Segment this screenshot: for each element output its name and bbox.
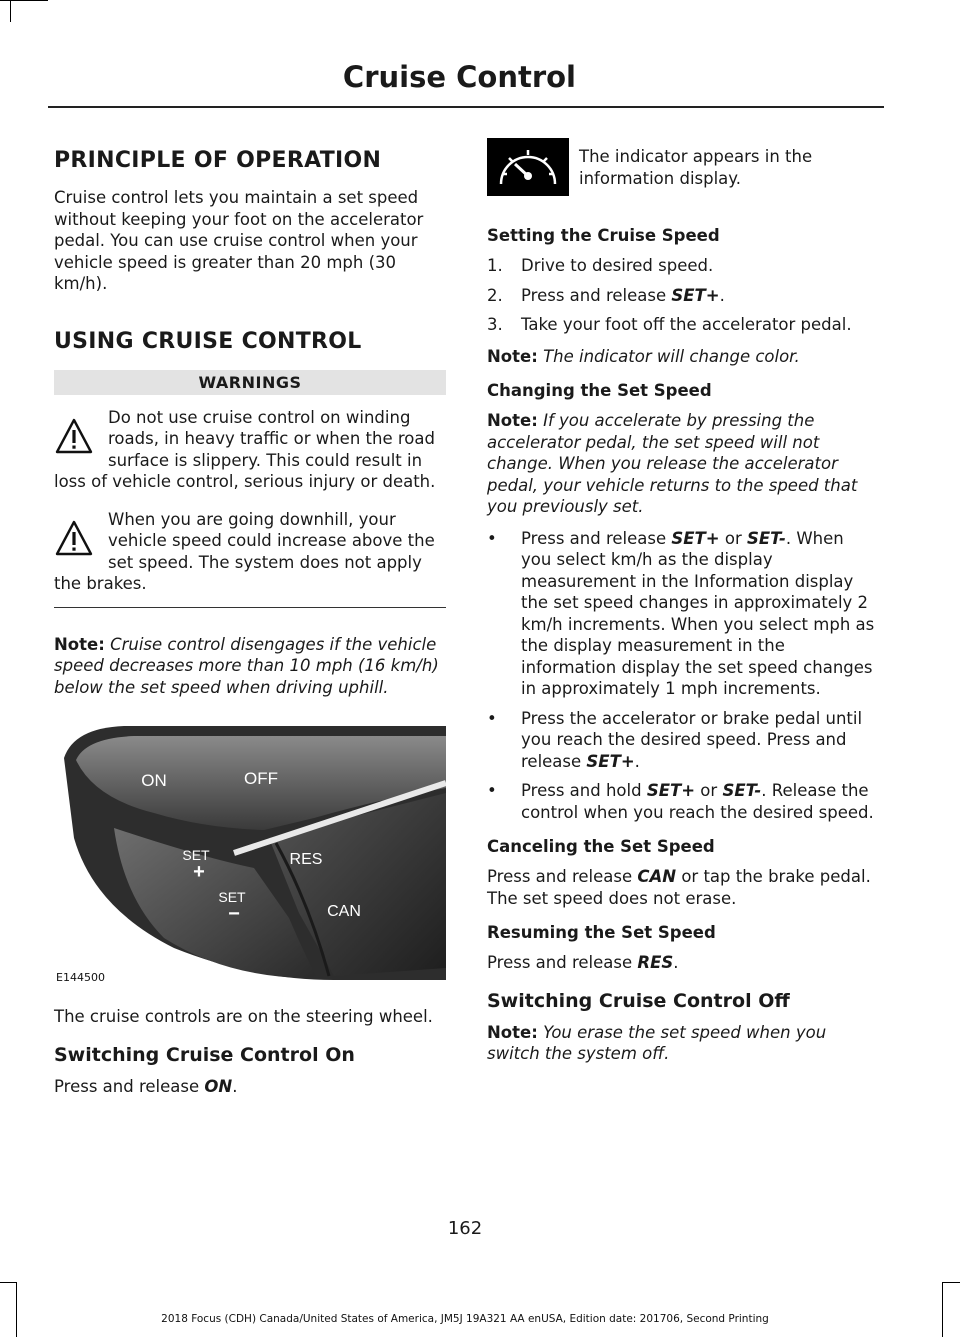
list-item	[487, 255, 879, 277]
text-run: . When you select km/h as the display measurement in the Information display the set speed changes in approximately 2 km/h increments. When you select mph as the display measurement in the information display the set speed changes in approximately 1 mph increments.	[521, 528, 875, 698]
crop-mark	[0, 1282, 17, 1283]
step-text: Drive to desired speed.	[521, 256, 714, 275]
note	[54, 634, 446, 699]
note	[487, 1022, 879, 1065]
text-run: Press and release	[487, 953, 638, 972]
text-run: .	[673, 953, 679, 972]
switch-on-heading: Switching Cruise Control On	[54, 1043, 355, 1066]
text-run: Press and hold	[521, 781, 647, 800]
list-item	[487, 780, 879, 823]
resume-text	[487, 952, 879, 974]
indicator-text: The indicator appears in the information display.	[579, 147, 813, 188]
warning-item	[54, 509, 446, 595]
on-key: ON	[204, 1076, 233, 1096]
off-button-label: OFF	[244, 769, 278, 788]
text-run: .	[634, 751, 640, 771]
warning-text: When you are going downhill, your vehicle speed could increase above the set speed. The system does not apply the brakes.	[54, 509, 435, 593]
left-column	[54, 138, 446, 1107]
can-button-label: CAN	[327, 903, 361, 920]
note	[487, 410, 879, 518]
text-run: Press and release	[521, 528, 672, 548]
step-text: Take your foot off the accelerator pedal.	[521, 315, 852, 334]
set-plus-key: SET+	[671, 285, 720, 305]
note	[487, 346, 879, 368]
warning-text: Do not use cruise control on winding roads, in heavy traffic or when the road surface is slippery. This could result in loss of vehicle control, serious injury or death.	[54, 407, 436, 491]
step-number: 2.	[487, 285, 503, 305]
warning-item	[54, 407, 446, 493]
warning-triangle-icon	[54, 417, 94, 457]
figure-code: E144500	[56, 971, 105, 984]
set-plus-key: SET+	[586, 751, 635, 771]
list-item	[487, 285, 879, 307]
using-heading: USING CRUISE CONTROL	[54, 328, 362, 354]
crop-mark	[10, 0, 11, 22]
footer-text: 2018 Focus (CDH) Canada/United States of America, JM5J 19A321 AA enUSA, Edition date: 201706, Second Printing	[161, 1313, 769, 1325]
note-label: Note:	[487, 411, 538, 430]
text-run: Press the accelerator or brake pedal until you reach the desired speed. Press and release	[521, 708, 863, 771]
crop-mark	[0, 0, 48, 1]
note-text: Cruise control disengages if the vehicle speed decreases more than 10 mph (16 km/h) below the set speed when driving uphill.	[54, 634, 439, 697]
canceling-heading: Canceling the Set Speed	[487, 837, 715, 856]
bullet-dot: •	[487, 781, 497, 800]
warnings-heading: WARNINGS	[54, 370, 446, 395]
list-item	[487, 708, 879, 773]
switch-on-text	[54, 1076, 446, 1098]
minus-symbol: −	[228, 903, 240, 925]
switch-off-heading: Switching Cruise Control Off	[487, 989, 790, 1012]
text-run: Press and release	[487, 867, 638, 886]
page-number: 162	[447, 1218, 483, 1239]
step-number: 1.	[487, 256, 503, 275]
set-plus-label: SET	[182, 847, 210, 863]
setting-steps	[487, 255, 879, 336]
text-run: or	[719, 528, 747, 548]
cruise-controls-photo	[54, 718, 446, 988]
header-rule	[48, 106, 884, 108]
note-label: Note:	[487, 346, 538, 366]
warnings-end-rule	[54, 607, 446, 608]
changing-heading: Changing the Set Speed	[487, 381, 712, 400]
principle-heading: PRINCIPLE OF OPERATION	[54, 148, 382, 173]
cancel-text	[487, 866, 879, 909]
list-item	[487, 528, 879, 700]
text-run: Press and release	[54, 1076, 205, 1096]
text-run: or tap the brake pedal. The set speed does not erase.	[487, 867, 871, 908]
crop-mark	[942, 1282, 960, 1283]
note-text: The indicator will change color.	[537, 346, 800, 366]
warning-triangle-icon	[54, 519, 94, 559]
changing-bullets	[487, 528, 879, 824]
res-button-label: RES	[289, 851, 323, 868]
crop-mark	[16, 1282, 17, 1337]
set-minus-label: SET	[218, 889, 246, 905]
note-label: Note:	[487, 1022, 538, 1042]
text-run: .	[232, 1076, 238, 1096]
set-plus-key: SET+	[671, 528, 720, 548]
principle-text: Cruise control lets you maintain a set speed without keeping your foot on the accelerator pedal. You can use cruise control when your vehicle speed is greater than 20 mph (30 km/h).	[54, 188, 424, 293]
note-text: If you accelerate by pressing the accelerator pedal, the set speed will not change. When you release the accelerator pedal, your vehicle returns to the speed that you previously set.	[487, 411, 858, 516]
cruise-indicator-icon	[487, 138, 569, 196]
step-text: Press and release	[521, 285, 672, 305]
note-label: Note:	[54, 634, 105, 654]
right-column	[487, 138, 879, 1075]
controls-text: The cruise controls are on the steering wheel.	[54, 1007, 433, 1026]
list-item	[487, 314, 879, 336]
bullet-dot: •	[487, 708, 497, 728]
can-key: CAN	[637, 867, 677, 886]
text-run: . Release the control when you reach the desired speed.	[521, 781, 874, 822]
resuming-heading: Resuming the Set Speed	[487, 923, 716, 942]
indicator-row	[487, 138, 879, 196]
set-plus-key: SET+	[646, 781, 696, 800]
step-number: 3.	[487, 315, 503, 334]
res-key: RES	[637, 953, 674, 972]
steering-wheel-controls-image	[54, 718, 446, 988]
setting-heading: Setting the Cruise Speed	[487, 226, 720, 245]
set-minus-key: SET-	[722, 781, 762, 800]
set-minus-key: SET-	[747, 528, 786, 548]
bullet-dot: •	[487, 528, 497, 548]
note-text: You erase the set speed when you switch the system off.	[487, 1022, 827, 1063]
plus-symbol: +	[193, 861, 205, 883]
page-header-title: Cruise Control	[342, 60, 576, 94]
on-button-label: ON	[141, 771, 167, 790]
crop-mark	[942, 1282, 943, 1337]
step-text: .	[719, 285, 725, 305]
text-run: or	[695, 781, 723, 800]
